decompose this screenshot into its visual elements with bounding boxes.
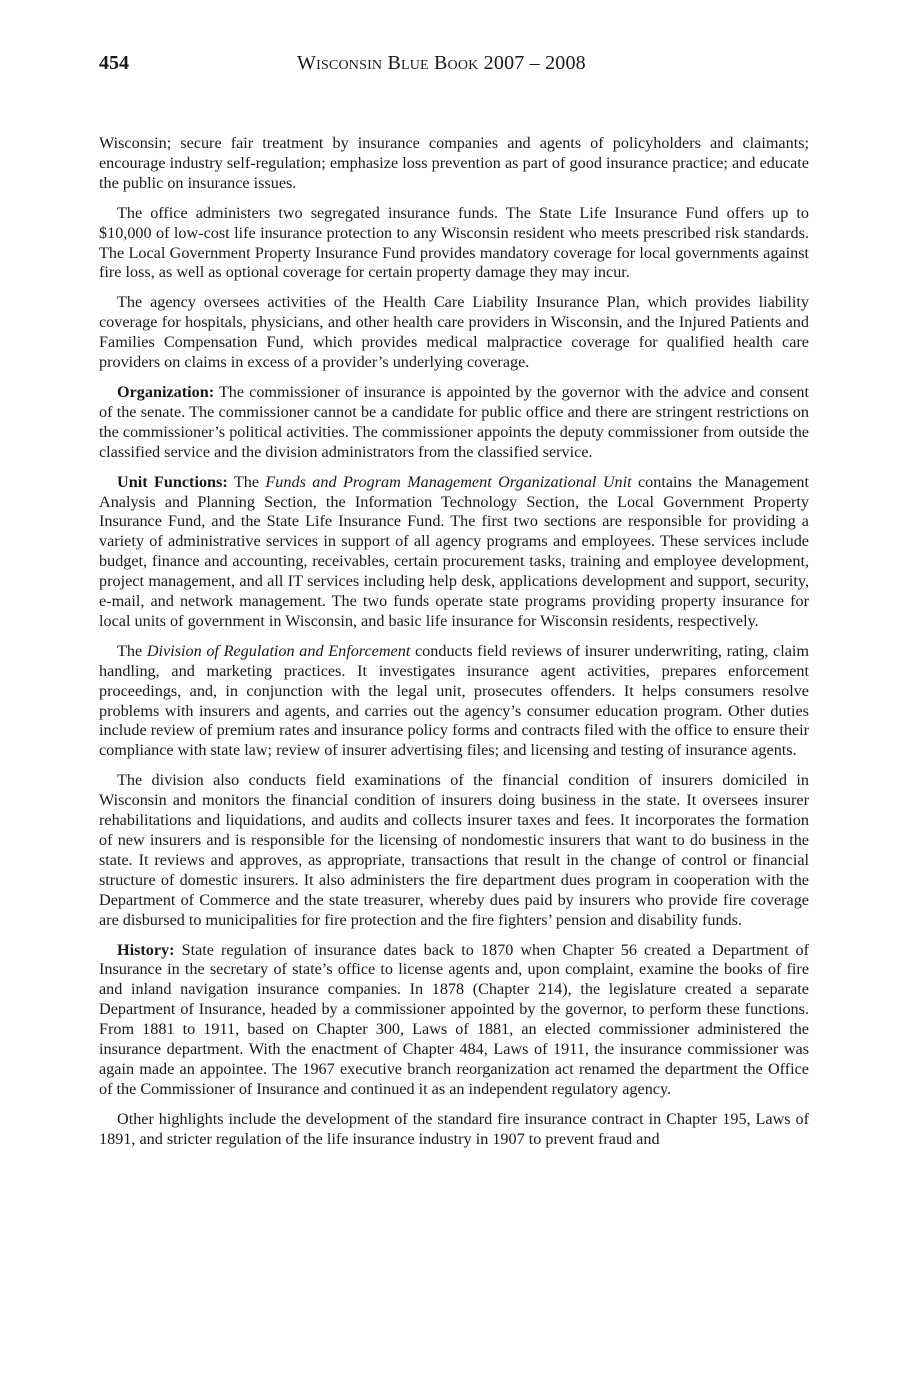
paragraph-text: contains the Management Analysis and Planning Section, the Information Technology Section, the Local Government Property Insurance Fund, and the State Life Insurance Fund. The first two sections are responsible for providing a variety of administrative services in support of all agency programs and employees. These services include budget, finance and accounting, receivables, certain procurement tasks, training and employee development, project management, and all IT services including help desk, applications development and support, security, e-mail, and network management. The two funds operate state programs providing property insurance for local units of government in Wisconsin, and basic life insurance for Wisconsin residents, respectively. <box>99 472 810 630</box>
paragraph-health-care-liability <box>99 293 809 373</box>
paragraph-insurance-funds <box>99 204 809 284</box>
paragraph-text: Other highlights include the development of the standard fire insurance contract in Chapter 195, Laws of 1891, and stricter regulation of the life insurance industry in 1907 to prevent fraud and <box>99 1109 809 1148</box>
page-header <box>99 52 809 82</box>
division-name: Division of Regulation and Enforcement <box>146 641 411 660</box>
paragraph-text: State regulation of insurance dates back to 1870 when Chapter 56 created a Department of Insurance in the secretary of state’s office to license agents and, upon complaint, examine the books of fire and inland navigation insurance companies. In 1878 (Chapter 214), the legislature created a separate Department of Insurance, headed by a commissioner appointed by the governor, to perform these functions. From 1881 to 1911, based on Chapter 300, Laws of 1881, an elected commissioner administered the insurance department. With the enactment of Chapter 484, Laws of 1911, the insurance commissioner was again made an appointee. The 1967 executive branch reorganization act renamed the department the Office of the Commissioner of Insurance and continued it as an independent regulatory agency. <box>99 940 809 1098</box>
paragraph-text: The <box>227 472 266 491</box>
paragraph-unit-functions <box>99 473 809 632</box>
running-title: Wisconsin Blue Book 2007 – 2008 <box>297 52 586 74</box>
paragraph-organization <box>99 383 809 463</box>
paragraph-text: The <box>117 641 147 660</box>
paragraph-text: The division also conducts field examinations of the financial condition of insurers domiciled in Wisconsin and monitors the financial condition of insurers doing business in the state. It oversees insurer rehabilitations and liquidations, and audits and collects insurer taxes and fees. It incorporates the formation of new insurers and is responsible for the licensing of nondomestic insurers that want to do business in the state. It reviews and approves, as appropriate, transactions that result in the change of control or financial structure of domestic insurers. It also administers the fire department dues program in cooperation with the Department of Commerce and the state treasurer, whereby dues paid by insurers who provide fire coverage are disbursed to municipalities for fire protection and the fire fighters’ pension and disability funds. <box>99 771 809 929</box>
body-text <box>99 134 809 1160</box>
paragraph-field-examinations <box>99 771 809 930</box>
paragraph-text: Wisconsin; secure fair treatment by insurance companies and agents of policyholders and claimants; encourage industry self-regulation; emphasize loss prevention as part of good insurance practice; and educate the public on insurance issues. <box>99 134 809 192</box>
unit-name: Funds and Program Management Organizational Unit <box>265 472 632 491</box>
paragraph-history <box>99 941 809 1100</box>
paragraph-text: The office administers two segregated insurance funds. The State Life Insurance Fund offers up to $10,000 of low-cost life insurance protection to any Wisconsin resident who meets prescribed risk standards. The Local Government Property Insurance Fund provides mandatory coverage for local governments against fire loss, as well as optional coverage for certain property damage they may incur. <box>99 203 809 282</box>
paragraph-text: The agency oversees activities of the Health Care Liability Insurance Plan, which provides liability coverage for hospitals, physicians, and other health care providers in Wisconsin, and the Injured Patients and Families Compensation Fund, which provides medical malpractice coverage for qualified health care providers on claims in excess of a provider’s underlying coverage. <box>99 293 809 372</box>
section-lead-history: History: <box>117 940 175 959</box>
paragraph-text: conducts field reviews of insurer underwriting, rating, claim handling, and marketing practices. It investigates insurance agent activities, prepares enforcement proceedings, and, in conjunction with the legal unit, prosecutes offenders. It helps consumers resolve problems with insurers and agents, and carries out the agency’s consumer education program. Other duties include review of premium rates and insurance policy forms and contracts filed with the office to ensure their compliance with state law; review of insurer advertising files; and licensing and testing of insurance agents. <box>99 641 809 760</box>
section-lead-organization: Organization: <box>117 382 215 401</box>
paragraph-continuation <box>99 134 809 194</box>
paragraph-regulation-division <box>99 642 809 761</box>
paragraph-text: The commissioner of insurance is appointed by the governor with the advice and consent of the senate. The commissioner cannot be a candidate for public office and there are stringent restrictions on the commissioner’s political activities. The commissioner appoints the deputy commissioner from outside the classified service and the division administrators from the classified service. <box>99 382 809 461</box>
page-number: 454 <box>99 52 129 74</box>
paragraph-other-highlights <box>99 1110 809 1150</box>
section-lead-unit-functions: Unit Functions: <box>117 472 228 491</box>
